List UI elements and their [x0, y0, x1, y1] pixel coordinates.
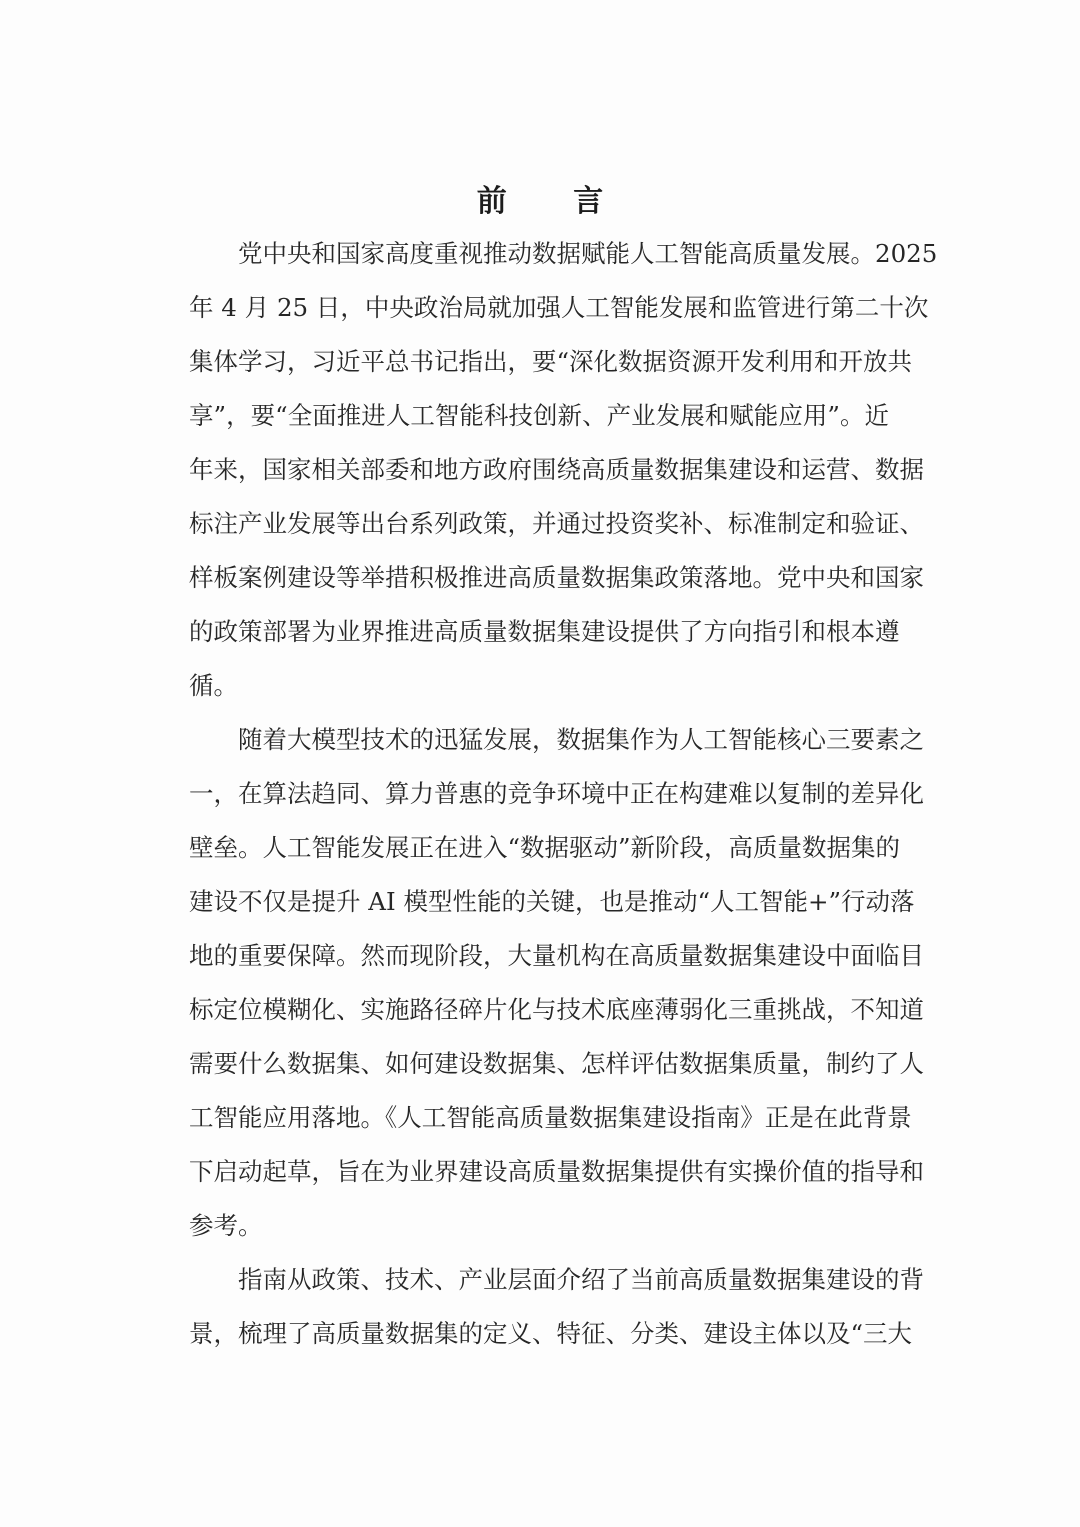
text-line: 景，梳理了高质量数据集的定义、特征、分类、建设主体以及“三大	[189, 1319, 913, 1348]
text-line: 党中央和国家高度重视推动数据赋能人工智能高质量发展。2025	[238, 239, 938, 268]
text-line: 指南从政策、技术、产业层面介绍了当前高质量数据集建设的背	[238, 1265, 924, 1294]
text-line: 标注产业发展等出台系列政策，并通过投资奖补、标准制定和验证、	[189, 509, 924, 538]
text-line: 样板案例建设等举措积极推进高质量数据集政策落地。党中央和国家	[189, 563, 924, 592]
text-line: 年 4 月 25 日，中央政治局就加强人工智能发展和监管进行第二十次	[189, 293, 929, 322]
text-line: 循。	[189, 671, 238, 700]
text-line: 年来，国家相关部委和地方政府围绕高质量数据集建设和运营、数据	[189, 455, 924, 484]
text-line: 工智能应用落地。《人工智能高质量数据集建设指南》正是在此背景	[189, 1103, 912, 1132]
text-line: 随着大模型技术的迅猛发展，数据集作为人工智能核心三要素之	[238, 725, 924, 754]
text-line: 地的重要保障。然而现阶段，大量机构在高质量数据集建设中面临目	[189, 941, 924, 970]
text-line: 的政策部署为业界推进高质量数据集建设提供了方向指引和根本遵	[189, 617, 900, 646]
page-title: 前 言	[476, 184, 632, 219]
text-line: 参考。	[189, 1211, 263, 1240]
text-line: 一，在算法趋同、算力普惠的竞争环境中正在构建难以复制的差异化	[189, 779, 924, 808]
text-line: 壁垒。人工智能发展正在进入“数据驱动”新阶段，高质量数据集的	[189, 833, 901, 862]
text-line: 建设不仅是提升 AI 模型性能的关键，也是推动“人工智能+”行动落	[189, 887, 915, 916]
text-line: 集体学习，习近平总书记指出，要“深化数据资源开发利用和开放共	[189, 347, 913, 376]
text-line: 需要什么数据集、如何建设数据集、怎样评估数据集质量，制约了人	[189, 1049, 924, 1078]
text-line: 标定位模糊化、实施路径碎片化与技术底座薄弱化三重挑战，不知道	[189, 995, 924, 1024]
text-line: 下启动起草，旨在为业界建设高质量数据集提供有实操价值的指导和	[189, 1157, 924, 1186]
text-line: 享”，要“全面推进人工智能科技创新、产业发展和赋能应用”。近	[189, 401, 889, 430]
